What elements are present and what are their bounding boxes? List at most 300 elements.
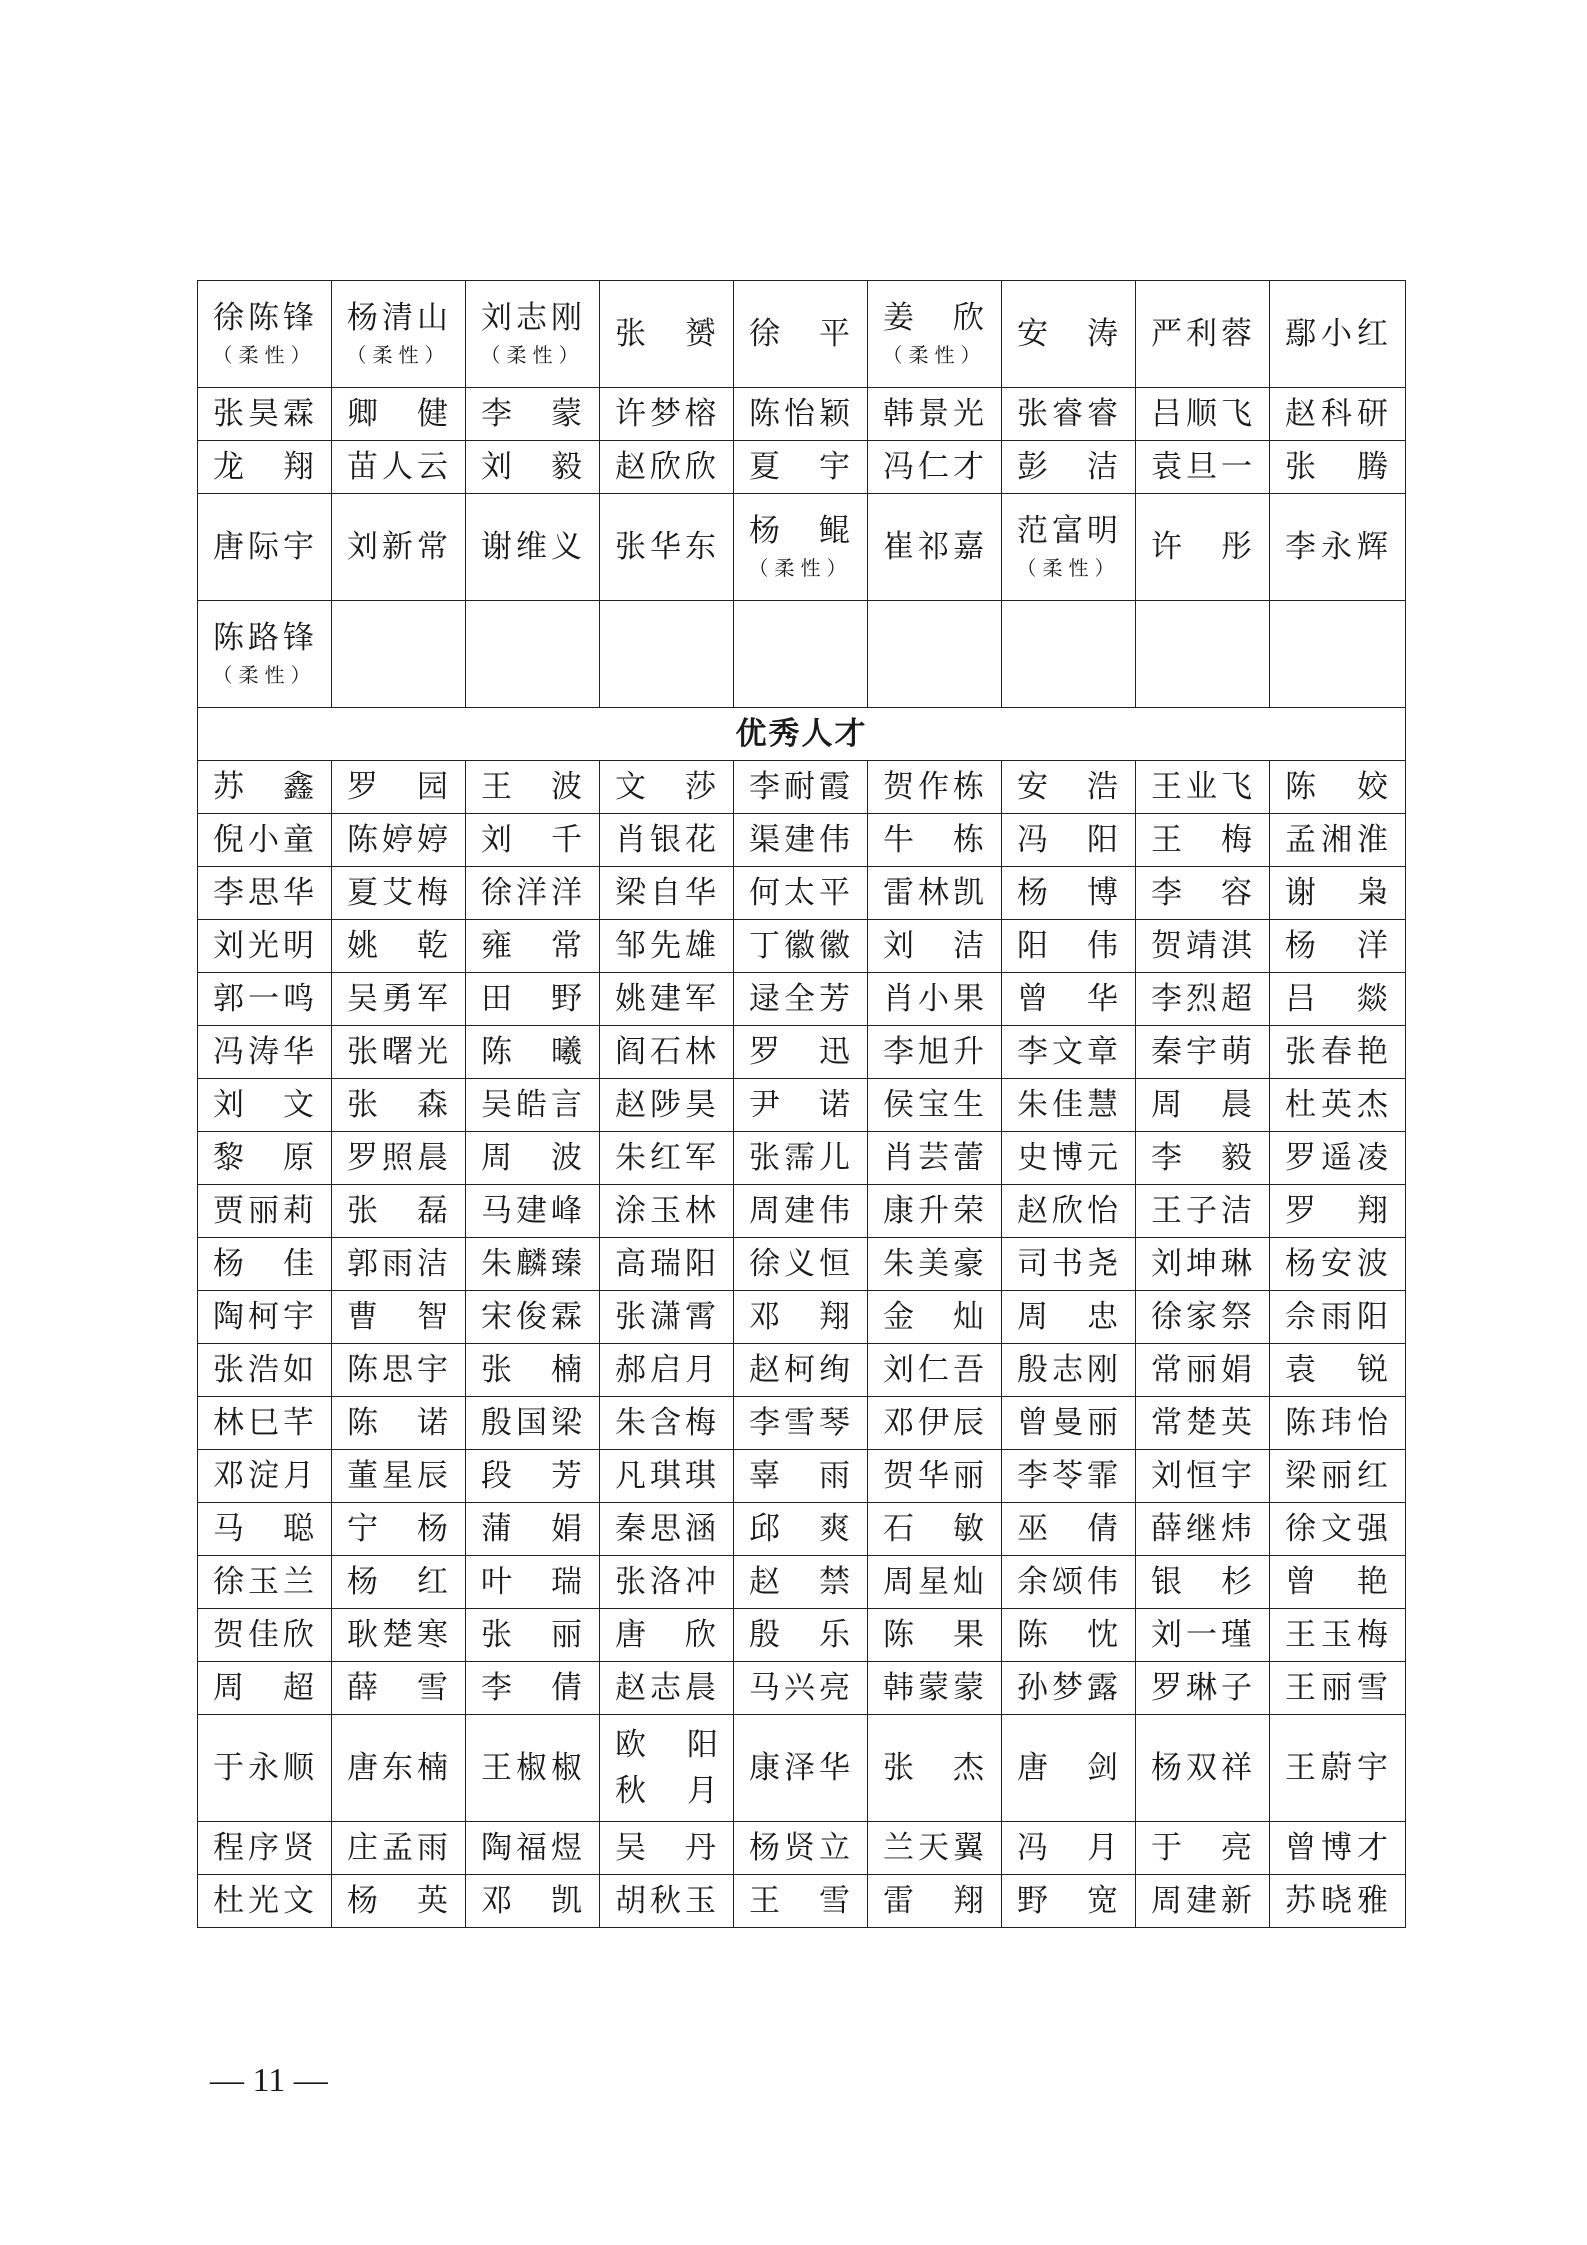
- person-name: 宁 杨: [347, 1511, 450, 1547]
- name-cell: [1002, 1450, 1136, 1503]
- person-name: 杨 洋: [1285, 928, 1390, 964]
- name-cell: [734, 441, 868, 494]
- name-cell: [1002, 1503, 1136, 1556]
- person-name: 罗 园: [347, 769, 450, 805]
- person-name: 王子洁: [1151, 1193, 1254, 1229]
- person-name: 杨贤立: [749, 1830, 852, 1866]
- person-name: 金 灿: [883, 1299, 986, 1335]
- person-name: 阳 伟: [1017, 928, 1120, 964]
- name-cell: [734, 867, 868, 920]
- name-cell: [198, 1822, 332, 1875]
- person-name: 张 丽: [481, 1617, 584, 1653]
- person-name: 欧阳 秋月: [615, 1727, 718, 1809]
- name-cell: [1270, 1185, 1406, 1238]
- name-cell: [332, 1822, 466, 1875]
- name-cell: [198, 1556, 332, 1609]
- person-name: 杨 博: [1017, 875, 1120, 911]
- person-name: 苏 鑫: [213, 769, 316, 805]
- name-cell: [466, 973, 600, 1026]
- person-name: 曾 华: [1017, 981, 1120, 1017]
- name-cell: [734, 1662, 868, 1715]
- flexible-note: （柔性）: [882, 343, 987, 367]
- name-cell: [466, 281, 600, 388]
- person-name: 王 雪: [749, 1883, 852, 1919]
- person-name: 王椒椒: [481, 1750, 584, 1786]
- name-cell: [734, 281, 868, 388]
- name-cell: [198, 973, 332, 1026]
- name-cell: [332, 761, 466, 814]
- name-cell: [1002, 920, 1136, 973]
- table-row: [198, 601, 1406, 708]
- person-name: 唐 剑: [1017, 1750, 1120, 1786]
- person-name: 赵 禁: [749, 1564, 852, 1600]
- person-name: 冯 阳: [1017, 822, 1120, 858]
- name-cell: [868, 1662, 1002, 1715]
- name-cell: [198, 867, 332, 920]
- person-name: 周星灿: [883, 1564, 986, 1600]
- name-cell: [1002, 1822, 1136, 1875]
- name-cell: [1136, 1822, 1270, 1875]
- name-cell: [734, 388, 868, 441]
- person-name: 许 彤: [1151, 529, 1254, 565]
- name-cell: [1002, 1875, 1136, 1928]
- person-name: 贺华丽: [883, 1458, 986, 1494]
- name-cell: [600, 1026, 734, 1079]
- person-name: 李旭升: [883, 1034, 986, 1070]
- person-name: 郭一鸣: [213, 981, 316, 1017]
- name-cell: [1136, 1503, 1270, 1556]
- person-name: 耿楚寒: [347, 1617, 450, 1653]
- person-name: 李耐霞: [749, 769, 852, 805]
- person-name: 张 赟: [615, 316, 718, 352]
- name-cell: [332, 1503, 466, 1556]
- person-name: 孙梦露: [1017, 1670, 1120, 1706]
- name-cell: [332, 1715, 466, 1822]
- person-name: 曾曼丽: [1017, 1405, 1120, 1441]
- table-row: [198, 1662, 1406, 1715]
- name-cell: [734, 1556, 868, 1609]
- person-name: 刘志刚: [481, 300, 584, 336]
- person-name: 朱红军: [615, 1140, 718, 1176]
- table-row: [198, 1609, 1406, 1662]
- person-name: 许梦榕: [615, 396, 718, 432]
- person-name: 郝启月: [615, 1352, 718, 1388]
- name-cell: [1270, 1875, 1406, 1928]
- name-cell: [466, 920, 600, 973]
- person-name: 董星辰: [347, 1458, 450, 1494]
- name-cell: [734, 1026, 868, 1079]
- name-cell: [1270, 494, 1406, 601]
- name-cell: [466, 1503, 600, 1556]
- name-cell: [198, 1450, 332, 1503]
- name-cell: [1136, 1079, 1270, 1132]
- person-name: 辜 雨: [749, 1458, 852, 1494]
- name-cell: [198, 1185, 332, 1238]
- name-cell: [198, 1609, 332, 1662]
- person-name: 陈婷婷: [347, 822, 450, 858]
- person-name: 朱美豪: [883, 1246, 986, 1282]
- name-cell: [868, 1715, 1002, 1822]
- name-cell: [868, 1026, 1002, 1079]
- person-name: 朱麟臻: [481, 1246, 584, 1282]
- name-cell: [332, 1238, 466, 1291]
- person-name: 张霈儿: [749, 1140, 852, 1176]
- person-name: 余颂伟: [1017, 1564, 1120, 1600]
- person-name: 牛 栋: [883, 822, 986, 858]
- person-name: 徐玉兰: [213, 1564, 316, 1600]
- person-name: 张 楠: [481, 1352, 584, 1388]
- name-cell: [868, 1450, 1002, 1503]
- person-name: 刘光明: [213, 928, 316, 964]
- person-name: 阎石林: [615, 1034, 718, 1070]
- name-cell: [1270, 281, 1406, 388]
- person-name: 罗 翔: [1285, 1193, 1390, 1229]
- name-cell: [466, 441, 600, 494]
- name-list-table: [197, 280, 1406, 1928]
- name-cell: [1136, 1026, 1270, 1079]
- name-cell: [466, 1291, 600, 1344]
- person-name: 陈思宇: [347, 1352, 450, 1388]
- person-name: 宋俊霖: [481, 1299, 584, 1335]
- table-row: [198, 281, 1406, 388]
- name-cell: [868, 1185, 1002, 1238]
- person-name: 徐 平: [749, 316, 852, 352]
- name-cell: [868, 761, 1002, 814]
- flexible-note: （柔性）: [480, 343, 585, 367]
- person-name: 肖小果: [883, 981, 986, 1017]
- name-cell: [1270, 814, 1406, 867]
- name-cell: [734, 1822, 868, 1875]
- name-cell: [868, 1397, 1002, 1450]
- name-cell: [466, 867, 600, 920]
- name-cell: [332, 1026, 466, 1079]
- name-cell: [1002, 1397, 1136, 1450]
- person-name: 文 莎: [615, 769, 718, 805]
- person-name: 李 容: [1151, 875, 1254, 911]
- person-name: 韩蒙蒙: [883, 1670, 986, 1706]
- person-name: 袁旦一: [1151, 449, 1254, 485]
- name-cell: [868, 867, 1002, 920]
- name-cell: [1270, 1609, 1406, 1662]
- person-name: 吴皓言: [481, 1087, 584, 1123]
- name-cell: [332, 1662, 466, 1715]
- name-cell: [332, 973, 466, 1026]
- name-cell: [466, 601, 600, 708]
- person-name: 王 梅: [1151, 822, 1254, 858]
- person-name: 夏艾梅: [347, 875, 450, 911]
- person-name: 涂玉林: [615, 1193, 718, 1229]
- name-cell: [1002, 1132, 1136, 1185]
- name-cell: [1002, 1291, 1136, 1344]
- person-name: 周建伟: [749, 1193, 852, 1229]
- name-cell: [1270, 973, 1406, 1026]
- person-name: 张洛冲: [615, 1564, 718, 1600]
- name-cell: [198, 814, 332, 867]
- name-cell: [332, 1344, 466, 1397]
- person-name: 姜 欣: [883, 300, 986, 336]
- person-name: 赵欣怡: [1017, 1193, 1120, 1229]
- person-name: 唐 欣: [615, 1617, 718, 1653]
- person-name: 姚建军: [615, 981, 718, 1017]
- person-name: 袁 锐: [1285, 1352, 1390, 1388]
- person-name: 苏晓雅: [1285, 1883, 1390, 1919]
- person-name: 周 波: [481, 1140, 584, 1176]
- person-name: 王蔚宇: [1285, 1750, 1390, 1786]
- name-cell: [600, 1450, 734, 1503]
- name-cell: [198, 494, 332, 601]
- table-row: [198, 1715, 1406, 1822]
- table-row: [198, 1875, 1406, 1928]
- person-name: 殷国梁: [481, 1405, 584, 1441]
- person-name: 鄢小红: [1285, 316, 1390, 352]
- name-cell: [1002, 1556, 1136, 1609]
- name-cell: [332, 601, 466, 708]
- person-name: 巫 倩: [1017, 1511, 1120, 1547]
- person-name: 殷志刚: [1017, 1352, 1120, 1388]
- name-cell: [1270, 1715, 1406, 1822]
- person-name: 邓伊辰: [883, 1405, 986, 1441]
- person-name: 李雪琴: [749, 1405, 852, 1441]
- name-cell: [332, 1185, 466, 1238]
- name-cell: [1136, 1875, 1270, 1928]
- name-cell: [868, 1238, 1002, 1291]
- table-row: [198, 1344, 1406, 1397]
- person-name: 张浩如: [213, 1352, 316, 1388]
- person-name: 银 杉: [1151, 1564, 1254, 1600]
- person-name: 陈 姣: [1285, 769, 1390, 805]
- name-cell: [332, 920, 466, 973]
- person-name: 于 亮: [1151, 1830, 1254, 1866]
- person-name: 田 野: [481, 981, 584, 1017]
- name-cell: [1136, 814, 1270, 867]
- section-heading-row: [198, 708, 1406, 761]
- person-name: 薛 雪: [347, 1670, 450, 1706]
- name-cell: [734, 494, 868, 601]
- person-name: 邓 翔: [749, 1299, 852, 1335]
- name-cell: [1136, 1185, 1270, 1238]
- name-cell: [466, 1185, 600, 1238]
- name-cell: [198, 1662, 332, 1715]
- name-cell: [466, 1662, 600, 1715]
- person-name: 陈 忱: [1017, 1617, 1120, 1653]
- name-cell: [1002, 388, 1136, 441]
- table-row: [198, 1079, 1406, 1132]
- person-name: 赵科研: [1285, 396, 1390, 432]
- name-cell: [332, 1079, 466, 1132]
- person-name: 姚 乾: [347, 928, 450, 964]
- name-cell: [332, 814, 466, 867]
- person-name: 刘仁吾: [883, 1352, 986, 1388]
- person-name: 杜英杰: [1285, 1087, 1390, 1123]
- person-name: 贺佳欣: [213, 1617, 316, 1653]
- person-name: 司书尧: [1017, 1246, 1120, 1282]
- name-cell: [600, 814, 734, 867]
- name-cell: [332, 1132, 466, 1185]
- person-name: 冯 月: [1017, 1830, 1120, 1866]
- person-name: 段 芳: [481, 1458, 584, 1494]
- person-name: 冯涛华: [213, 1034, 316, 1070]
- person-name: 陶福煜: [481, 1830, 584, 1866]
- person-name: 康升荣: [883, 1193, 986, 1229]
- name-cell: [734, 1238, 868, 1291]
- name-cell: [868, 1291, 1002, 1344]
- person-name: 邓淀月: [213, 1458, 316, 1494]
- person-name: 张华东: [615, 529, 718, 565]
- name-cell: [1136, 1132, 1270, 1185]
- name-cell: [1002, 1185, 1136, 1238]
- name-cell: [1136, 1238, 1270, 1291]
- name-cell: [466, 388, 600, 441]
- name-cell: [1270, 1026, 1406, 1079]
- person-name: 李思华: [213, 875, 316, 911]
- name-cell: [1270, 1132, 1406, 1185]
- name-cell: [868, 1556, 1002, 1609]
- person-name: 唐际宇: [213, 529, 316, 565]
- name-cell: [1270, 1238, 1406, 1291]
- name-cell: [1002, 494, 1136, 601]
- person-name: 张 森: [347, 1087, 450, 1123]
- name-cell: [734, 1503, 868, 1556]
- person-name: 吴 丹: [615, 1830, 718, 1866]
- name-cell: [1136, 1715, 1270, 1822]
- name-cell: [600, 1503, 734, 1556]
- name-cell: [600, 441, 734, 494]
- person-name: 谢 枭: [1285, 875, 1390, 911]
- name-cell: [198, 388, 332, 441]
- person-name: 丁徽徽: [749, 928, 852, 964]
- person-name: 夏 宇: [749, 449, 852, 485]
- name-cell: [868, 281, 1002, 388]
- person-name: 王业飞: [1151, 769, 1254, 805]
- person-name: 罗 迅: [749, 1034, 852, 1070]
- name-cell: [466, 1609, 600, 1662]
- person-name: 刘 毅: [481, 449, 584, 485]
- person-name: 王丽雪: [1285, 1670, 1390, 1706]
- name-cell: [1002, 761, 1136, 814]
- person-name: 龙 翔: [213, 449, 316, 485]
- name-cell: [1002, 1079, 1136, 1132]
- name-cell: [198, 601, 332, 708]
- person-name: 彭 洁: [1017, 449, 1120, 485]
- person-name: 曹 智: [347, 1299, 450, 1335]
- name-cell: [1136, 441, 1270, 494]
- person-name: 杨 佳: [213, 1246, 316, 1282]
- table-row: [198, 1132, 1406, 1185]
- person-name: 安 浩: [1017, 769, 1120, 805]
- name-cell: [198, 1503, 332, 1556]
- name-cell: [734, 1344, 868, 1397]
- name-cell: [466, 1556, 600, 1609]
- person-name: 王 波: [481, 769, 584, 805]
- name-cell: [1002, 1715, 1136, 1822]
- name-cell: [868, 1132, 1002, 1185]
- person-name: 刘一瑾: [1151, 1617, 1254, 1653]
- name-cell: [1002, 1662, 1136, 1715]
- person-name: 梁丽红: [1285, 1458, 1390, 1494]
- person-name: 徐义恒: [749, 1246, 852, 1282]
- page-number: — 11 —: [210, 2062, 328, 2099]
- person-name: 唐东楠: [347, 1750, 450, 1786]
- person-name: 张 杰: [883, 1750, 986, 1786]
- name-cell: [1136, 388, 1270, 441]
- person-name: 李 蒙: [481, 396, 584, 432]
- table-row: [198, 920, 1406, 973]
- person-name: 谢维义: [481, 529, 584, 565]
- name-cell: [198, 1397, 332, 1450]
- name-cell: [600, 1556, 734, 1609]
- person-name: 刘 千: [481, 822, 584, 858]
- name-cell: [1002, 1026, 1136, 1079]
- person-name: 罗琳子: [1151, 1670, 1254, 1706]
- person-name: 刘新常: [347, 529, 450, 565]
- name-cell: [198, 1238, 332, 1291]
- name-cell: [1270, 1556, 1406, 1609]
- flexible-note: （柔性）: [748, 556, 853, 580]
- name-cell: [198, 1875, 332, 1928]
- name-cell: [1002, 601, 1136, 708]
- table-row: [198, 761, 1406, 814]
- name-cell: [600, 973, 734, 1026]
- person-name: 周建新: [1151, 1883, 1254, 1919]
- person-name: 赵欣欣: [615, 449, 718, 485]
- person-name: 朱佳慧: [1017, 1087, 1120, 1123]
- table-row: [198, 1238, 1406, 1291]
- person-name: 杜光文: [213, 1883, 316, 1919]
- person-name: 殷 乐: [749, 1617, 852, 1653]
- person-name: 肖银花: [615, 822, 718, 858]
- person-name: 陈玮怡: [1285, 1405, 1390, 1441]
- name-cell: [1270, 867, 1406, 920]
- person-name: 孟湘淮: [1285, 822, 1390, 858]
- name-cell: [1136, 920, 1270, 973]
- person-name: 贾丽莉: [213, 1193, 316, 1229]
- name-cell: [868, 1822, 1002, 1875]
- person-name: 徐陈锋: [213, 300, 316, 336]
- name-cell: [868, 973, 1002, 1026]
- name-cell: [600, 920, 734, 973]
- name-cell: [198, 1079, 332, 1132]
- flexible-note: （柔性）: [346, 343, 451, 367]
- name-cell: [600, 1238, 734, 1291]
- table-row: [198, 1185, 1406, 1238]
- person-name: 朱含梅: [615, 1405, 718, 1441]
- name-cell: [1270, 601, 1406, 708]
- person-name: 康泽华: [749, 1750, 852, 1786]
- name-cell: [600, 388, 734, 441]
- name-cell: [332, 867, 466, 920]
- person-name: 曾 艳: [1285, 1564, 1390, 1600]
- flexible-note: （柔性）: [212, 663, 317, 687]
- table-row: [198, 1822, 1406, 1875]
- person-name: 何太平: [749, 875, 852, 911]
- name-cell: [734, 1079, 868, 1132]
- name-cell: [1136, 1609, 1270, 1662]
- person-name: 杨清山: [347, 300, 450, 336]
- name-cell: [734, 1185, 868, 1238]
- name-cell: [1002, 1238, 1136, 1291]
- name-cell: [600, 1662, 734, 1715]
- person-name: 张 腾: [1285, 449, 1390, 485]
- person-name: 李烈超: [1151, 981, 1254, 1017]
- name-cell: [868, 494, 1002, 601]
- name-cell: [868, 814, 1002, 867]
- name-cell: [868, 388, 1002, 441]
- person-name: 倪小童: [213, 822, 316, 858]
- name-cell: [600, 1715, 734, 1822]
- name-cell: [466, 494, 600, 601]
- name-cell: [734, 1132, 868, 1185]
- person-name: 李苓霏: [1017, 1458, 1120, 1494]
